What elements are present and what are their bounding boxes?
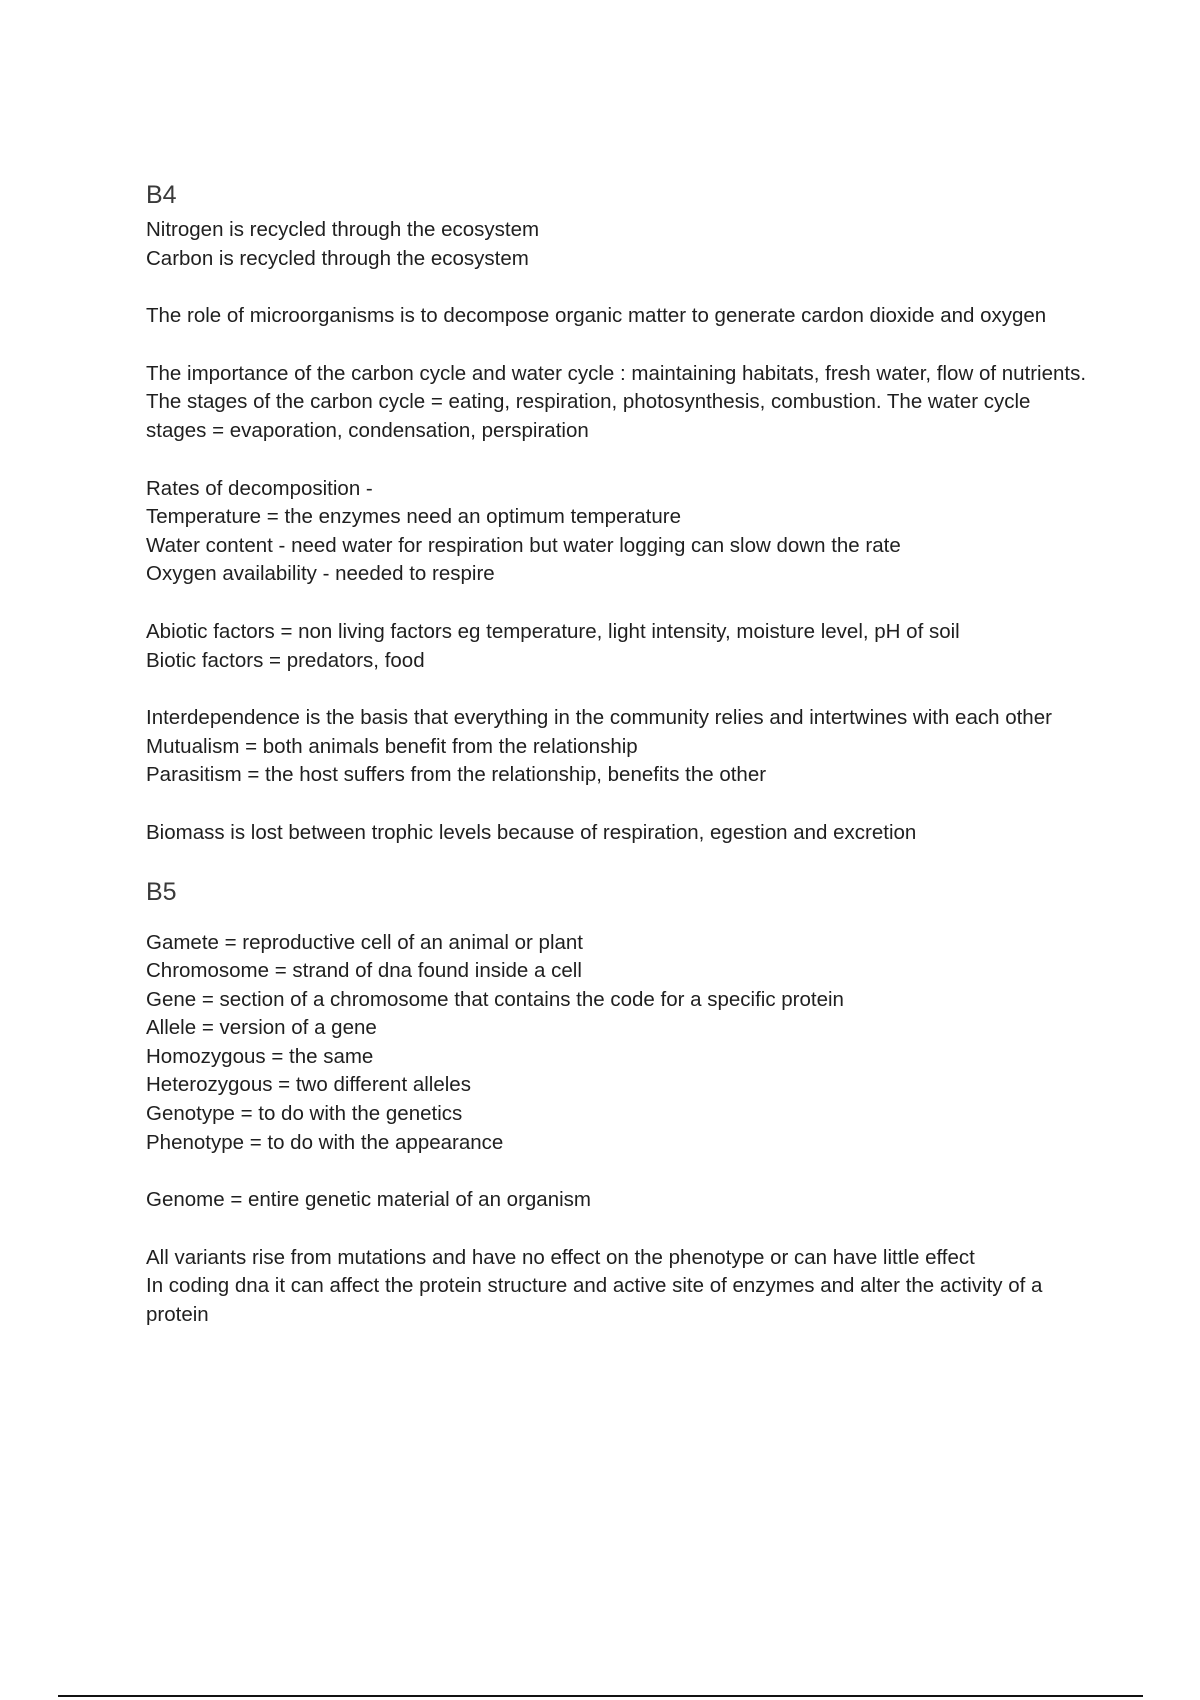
text-line: Chromosome = strand of dna found inside a cell: [146, 959, 582, 983]
paragraph-variants: [146, 1244, 1096, 1330]
paragraph-recycling: [146, 216, 1096, 273]
text-line: Nitrogen is recycled through the ecosystem: [146, 218, 540, 241]
text-line: Parasitism = the host suffers from the relationship, benefits the other: [146, 763, 767, 787]
paragraph-biomass: [146, 819, 1096, 848]
text-line: Allele = version of a gene: [146, 1016, 377, 1040]
text-line: Water content - need water for respiration but water logging can slow down the rate: [146, 533, 901, 557]
paragraph-microorganisms: [146, 302, 1096, 331]
text-line: Oxygen availability - needed to respire: [146, 562, 495, 586]
text-line: Biotic factors = predators, food: [146, 648, 425, 672]
text-line: The importance of the carbon cycle and water cycle : maintaining habitats, fresh water, flow of nutrients. The stages of the carbon cycle = eating, respiration, photosynthesis, combustion. The water cycle stages = evaporation, condensation, perspiration: [146, 361, 1087, 442]
text-line: Gamete = reproductive cell of an animal or plant: [146, 930, 583, 954]
paragraph-interdependence: [146, 704, 1096, 790]
section-heading-b4: B4: [146, 181, 177, 209]
text-line: In coding dna it can affect the protein structure and active site of enzymes and alter the activity of a protein: [146, 1274, 1043, 1327]
text-line: Mutualism = both animals benefit from the relationship: [146, 734, 638, 758]
document-page: [146, 180, 1096, 1359]
text-line: Temperature = the enzymes need an optimum temperature: [146, 505, 681, 529]
text-line: Gene = section of a chromosome that contains the code for a specific protein: [146, 987, 844, 1011]
text-line: Rates of decomposition -: [146, 476, 373, 500]
text-line: Genotype = to do with the genetics: [146, 1102, 463, 1126]
text-line: Heterozygous = two different alleles: [146, 1073, 471, 1097]
text-line: Phenotype = to do with the appearance: [146, 1130, 504, 1154]
text-line: Biomass is lost between trophic levels because of respiration, egestion and excretion: [146, 820, 917, 844]
text-line: Genome = entire genetic material of an organism: [146, 1188, 591, 1212]
paragraph-decomposition: [146, 475, 1096, 589]
text-line: Carbon is recycled through the ecosystem: [146, 246, 529, 270]
text-line: All variants rise from mutations and have no effect on the phenotype or can have little effect: [146, 1245, 975, 1269]
paragraph-genome: [146, 1186, 1096, 1215]
paragraph-factors: [146, 618, 1096, 675]
bottom-rule-divider: [58, 1695, 1143, 1697]
text-line: Homozygous = the same: [146, 1044, 374, 1068]
paragraph-cycles: [146, 360, 1096, 446]
section-heading-b5: B5: [146, 877, 177, 906]
text-line: Abiotic factors = non living factors eg temperature, light intensity, moisture level, pH of soil: [146, 619, 960, 643]
text-line: The role of microorganisms is to decompose organic matter to generate cardon dioxide and oxygen: [146, 304, 1047, 328]
paragraph-definitions: [146, 929, 1096, 1158]
text-line: Interdependence is the basis that everything in the community relies and intertwines with each other: [146, 706, 1052, 730]
